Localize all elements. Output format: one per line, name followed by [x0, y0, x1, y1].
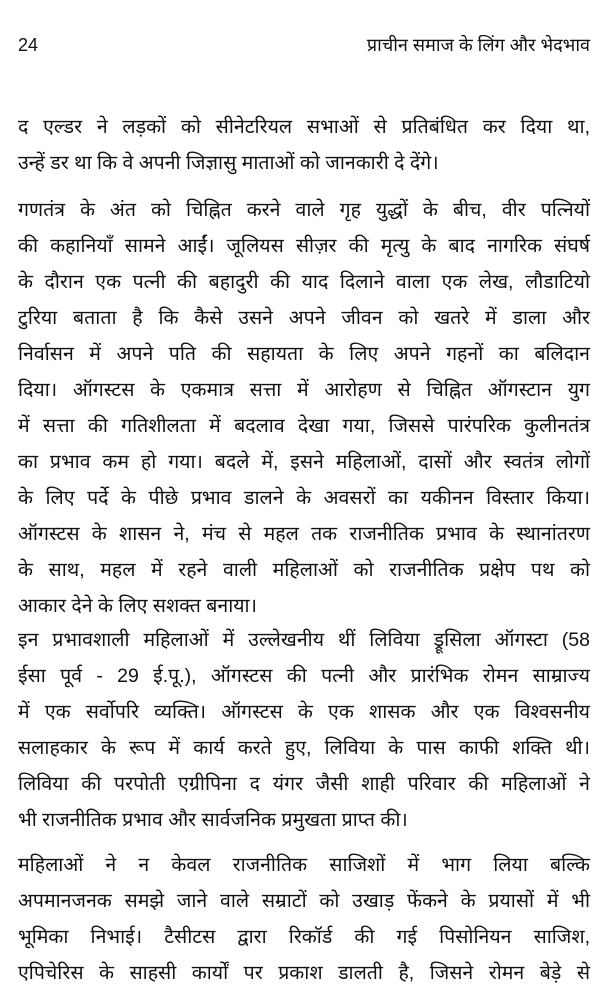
- running-title: प्राचीन समाज के लिंग और भेदभाव: [366, 35, 590, 55]
- text-line: ऑगस्टस के शासन ने, मंच से महल तक राजनीतिक प्रभाव के स्थानांतरण: [18, 523, 590, 545]
- text-line: का प्रभाव कम हो गया। बदले में, इसने महिलाओं, दासों और स्वतंत्र लोगों: [18, 451, 590, 473]
- text-line: के लिए पर्दे के पीछे प्रभाव डालने के अवसरों का यकीनन विस्तार किया।: [18, 487, 590, 509]
- text-line: की कहानियाँ सामने आईं। जूलियस सीज़र की मृत्यु के बाद नागरिक संघर्ष: [18, 235, 590, 257]
- text-line: सलाहकार के रूप में कार्य करते हुए, लिविया के पास काफी शक्ति थी।: [18, 737, 590, 759]
- paragraph: [18, 109, 590, 181]
- text-line: अपमानजनक समझे जाने वाले सम्राटों को उखाड़ फेंकने के प्रयासों में भी: [18, 890, 590, 912]
- text-line: के दौरान एक पत्नी की बहादुरी की याद दिलाने वाला एक लेख, लौडाटियो: [18, 271, 590, 293]
- text-line: दिया। ऑगस्टस के एकमात्र सत्ता में आरोहण से चिह्नित ऑगस्टान युग: [18, 379, 590, 401]
- paragraph: [18, 847, 590, 991]
- page-number: 24: [18, 35, 39, 55]
- paragraph: [18, 622, 590, 838]
- paragraph: [18, 192, 590, 624]
- text-line: उन्हें डर था कि वे अपनी जिज्ञासु माताओं को जानकारी दे देंगे।: [18, 152, 439, 174]
- text-line: भी राजनीतिक प्रभाव और सार्वजनिक प्रमुखता प्राप्त की।: [18, 809, 408, 831]
- text-line: में सत्ता की गतिशीलता में बदलाव देखा गया, जिससे पारंपरिक कुलीनतंत्र: [18, 415, 590, 437]
- text-line: के साथ, महल में रहने वाली महिलाओं को राजनीतिक प्रक्षेप पथ को: [18, 559, 590, 581]
- text-line: इन प्रभावशाली महिलाओं में उल्लेखनीय थीं लिविया ड्रूसिला ऑगस्टा (58: [18, 629, 590, 651]
- text-line: लिविया की परपोती एग्रीपिना द यंगर जैसी शाही परिवार की महिलाओं ने: [18, 773, 590, 795]
- text-line: आकार देने के लिए सशक्त बनाया।: [18, 595, 257, 617]
- text-line: गणतंत्र के अंत को चिह्नित करने वाले गृह युद्धों के बीच, वीर पत्नियों: [18, 199, 590, 221]
- text-line: भूमिका निभाई। टैसीटस द्वारा रिकॉर्ड की गई पिसोनियन साजिश,: [18, 926, 590, 948]
- text-line: निर्वासन में अपने पति की सहायता के लिए अपने गहनों का बलिदान: [18, 343, 590, 365]
- text-line: में एक सर्वोपरि व्यक्ति। ऑगस्टस के एक शासक और एक विश्वसनीय: [18, 701, 590, 723]
- text-line: एपिचेरिस के साहसी कार्यों पर प्रकाश डालती है, जिसने रोमन बेड़े से: [18, 962, 590, 984]
- text-line: महिलाओं ने न केवल राजनीतिक साजिशों में भाग लिया बल्कि: [18, 854, 590, 876]
- text-line: टुरिया बताता है कि कैसे उसने अपने जीवन को खतरे में डाला और: [18, 307, 590, 329]
- text-line: ईसा पूर्व - 29 ई.पू.), ऑगस्टस की पत्नी और प्रारंभिक रोमन साम्राज्य: [18, 665, 590, 687]
- text-line: द एल्डर ने लड़कों को सीनेटरियल सभाओं से प्रतिबंधित कर दिया था,: [18, 116, 590, 138]
